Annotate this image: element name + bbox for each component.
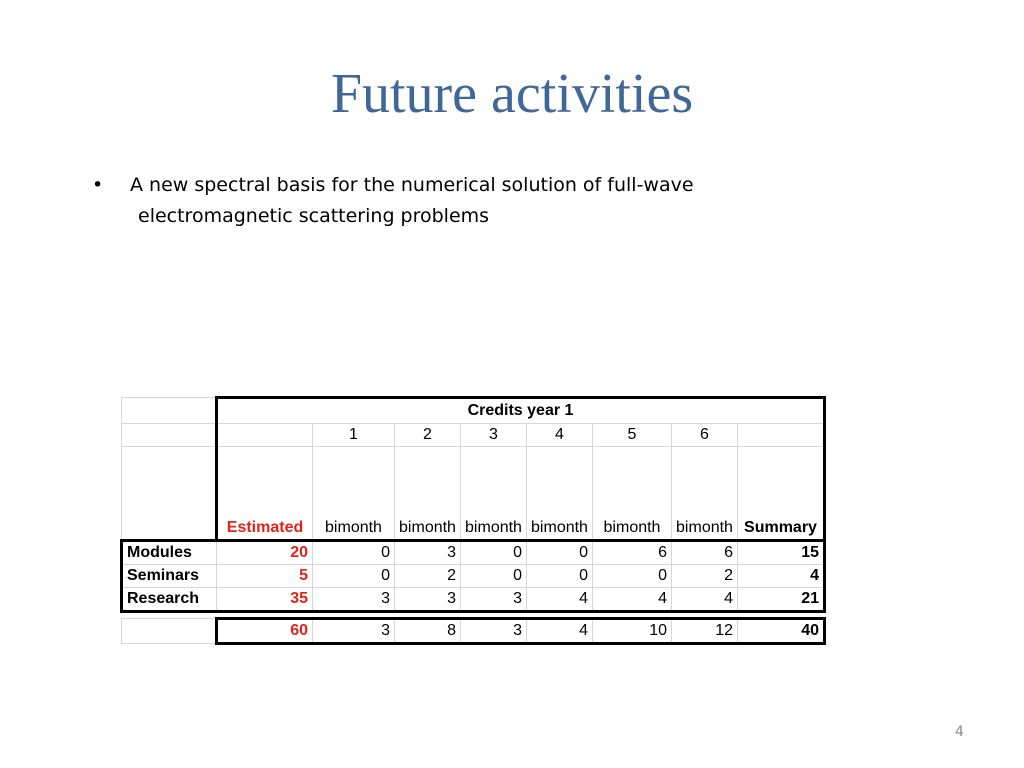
estimated-total: 60 [217, 619, 313, 644]
spacer-cell [122, 612, 217, 619]
bullet-text-line-1: A new spectral basis for the numerical solution of full-wave [130, 174, 694, 196]
value-cell: 3 [395, 588, 461, 612]
empty-cell [122, 447, 217, 541]
period-number-row [122, 424, 825, 447]
value-cell: 4 [672, 588, 738, 612]
summary-total: 40 [738, 619, 825, 644]
bullet-symbol: • [92, 174, 104, 196]
slide-title: Future activities [330, 63, 694, 125]
value-cell: 4 [527, 588, 593, 612]
period-label-cell: bimonth [461, 447, 527, 541]
spacer-cell [527, 612, 593, 619]
column-header-row [122, 447, 825, 541]
row-label: Modules [122, 541, 217, 565]
summary-cell: 4 [738, 565, 825, 588]
spacer-cell [738, 612, 825, 619]
value-cell: 2 [395, 565, 461, 588]
summary-cell: 15 [738, 541, 825, 565]
bullet-list [92, 170, 792, 232]
period-label-cell: bimonth [395, 447, 461, 541]
value-cell: 0 [313, 541, 395, 565]
spacer-cell [217, 612, 313, 619]
value-cell: 0 [593, 565, 672, 588]
credits-table [120, 396, 826, 645]
total-cell: 10 [593, 619, 672, 644]
estimated-cell: 5 [217, 565, 313, 588]
spacer-cell [593, 612, 672, 619]
page-number: 4 [955, 724, 964, 740]
summary-header: Summary [738, 447, 825, 541]
spacer-cell [461, 612, 527, 619]
period-number-cell: 5 [593, 424, 672, 447]
value-cell: 0 [527, 565, 593, 588]
value-cell: 3 [395, 541, 461, 565]
spacer-cell [395, 612, 461, 619]
bullet-text-line-2: electromagnetic scattering problems [138, 205, 490, 227]
row-label: Research [122, 588, 217, 612]
value-cell: 3 [461, 588, 527, 612]
spacer-cell [672, 612, 738, 619]
total-cell: 4 [527, 619, 593, 644]
value-cell: 2 [672, 565, 738, 588]
estimated-header: Estimated [217, 447, 313, 541]
period-label-cell: bimonth [313, 447, 395, 541]
row-label: Seminars [122, 565, 217, 588]
empty-cell [122, 424, 217, 447]
period-label-cell: bimonth [672, 447, 738, 541]
period-number-cell: 4 [527, 424, 593, 447]
period-label-cell: bimonth [527, 447, 593, 541]
summary-cell: 21 [738, 588, 825, 612]
empty-cell [217, 424, 313, 447]
spacer-cell [313, 612, 395, 619]
period-number-cell: 3 [461, 424, 527, 447]
total-cell: 3 [461, 619, 527, 644]
value-cell: 0 [313, 565, 395, 588]
period-number-cell: 2 [395, 424, 461, 447]
table-row [122, 588, 825, 612]
estimated-cell: 20 [217, 541, 313, 565]
period-number-cell: 1 [313, 424, 395, 447]
total-cell: 3 [313, 619, 395, 644]
period-number-cell: 6 [672, 424, 738, 447]
table-title-row [122, 398, 825, 424]
table-row [122, 541, 825, 565]
value-cell: 4 [593, 588, 672, 612]
empty-cell [122, 619, 217, 644]
spacer-row [122, 612, 825, 619]
value-cell: 6 [593, 541, 672, 565]
empty-cell [122, 398, 217, 424]
value-cell: 0 [527, 541, 593, 565]
value-cell: 3 [313, 588, 395, 612]
totals-row [122, 619, 825, 644]
table-row [122, 565, 825, 588]
value-cell: 6 [672, 541, 738, 565]
value-cell: 0 [461, 565, 527, 588]
total-cell: 12 [672, 619, 738, 644]
table-title: Credits year 1 [217, 398, 825, 424]
bullet-item [92, 170, 792, 232]
total-cell: 8 [395, 619, 461, 644]
period-label-cell: bimonth [593, 447, 672, 541]
empty-cell [738, 424, 825, 447]
value-cell: 0 [461, 541, 527, 565]
estimated-cell: 35 [217, 588, 313, 612]
